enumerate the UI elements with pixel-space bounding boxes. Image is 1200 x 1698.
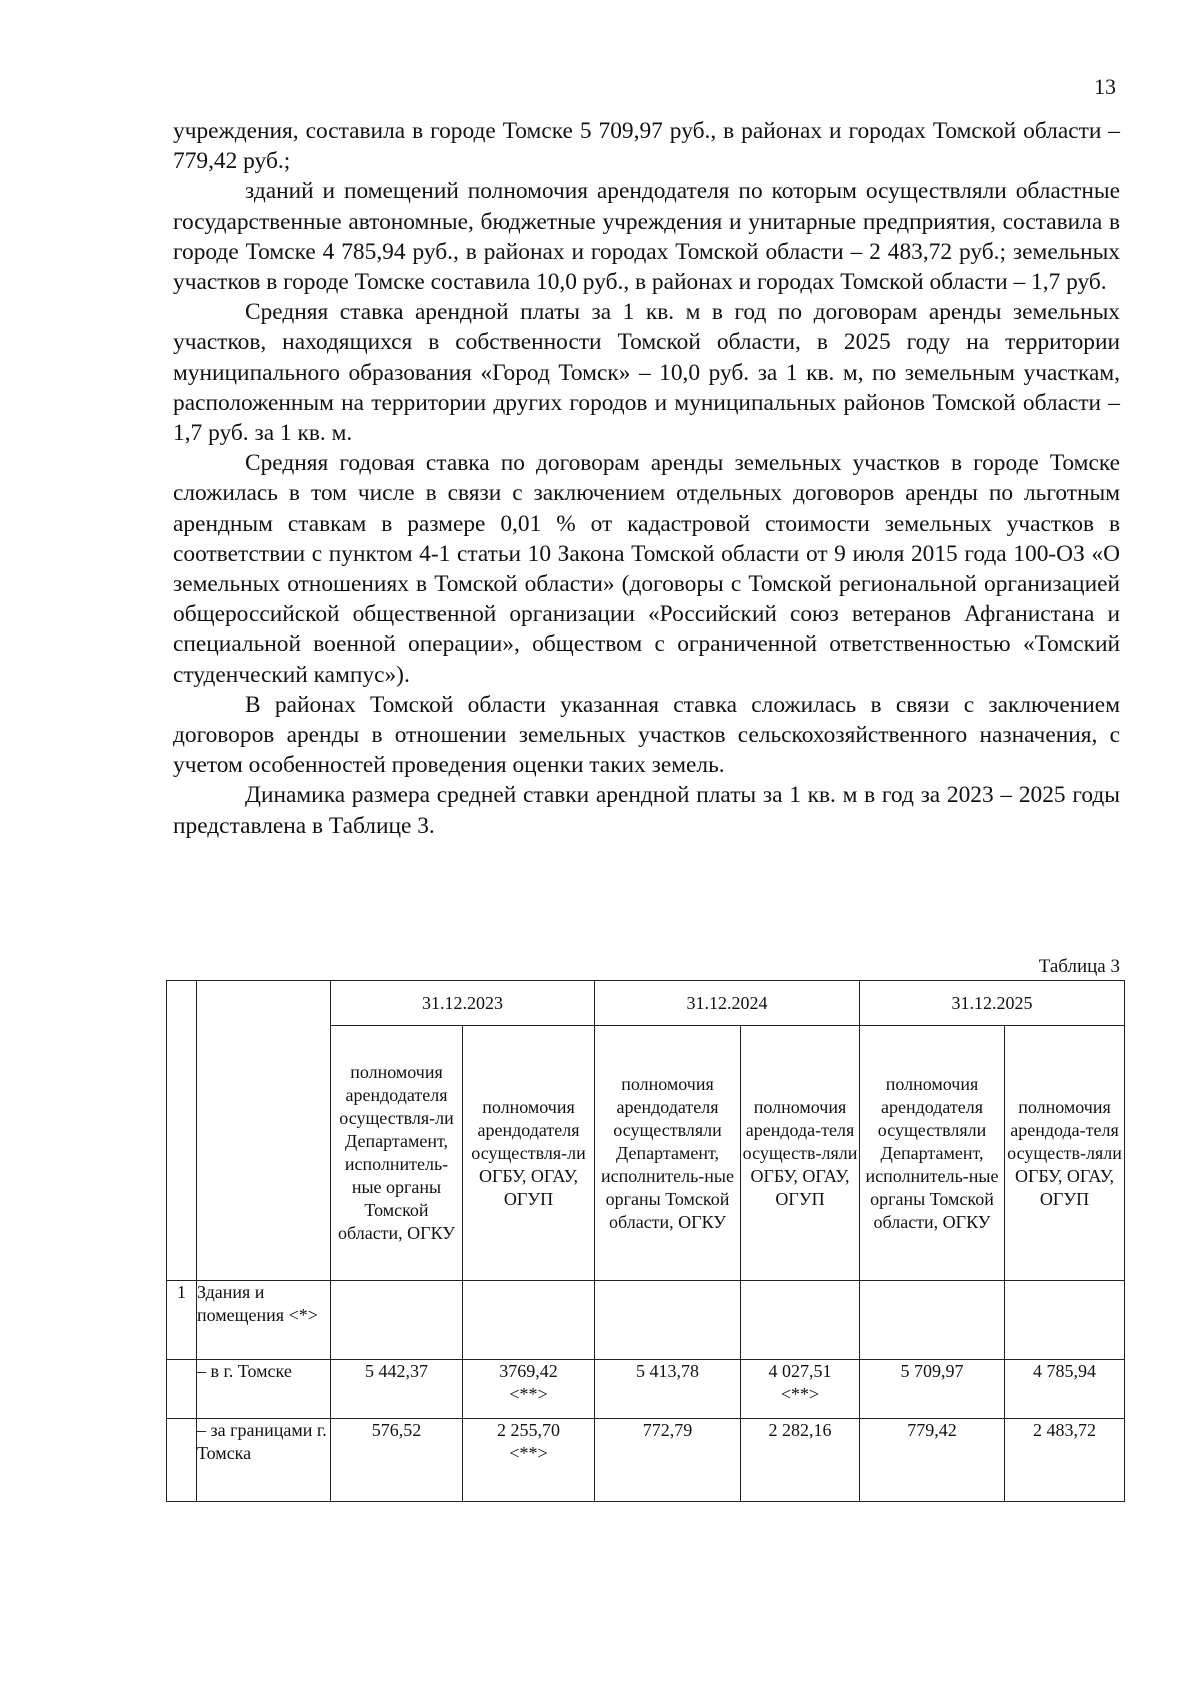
value-cell: 576,52 bbox=[331, 1419, 463, 1502]
value-cell: 779,42 bbox=[860, 1419, 1005, 1502]
row-index: 1 bbox=[167, 1281, 197, 1360]
paragraph-5: В районах Томской области указанная ставка сложилась в связи с заключением договоров аренды в отношении земельных участков сельскохозяйственного назначения, с учетом особенностей проведения оценки таких земель. bbox=[173, 691, 1120, 779]
page-number: 13 bbox=[1094, 74, 1116, 99]
value-cell: 2 282,16 bbox=[741, 1419, 860, 1502]
header-date-2024: 31.12.2024 bbox=[595, 981, 860, 1026]
paragraph-6: Динамика размера средней ставки арендной платы за 1 кв. м в год за 2023 – 2025 годы представлена в Таблице 3. bbox=[173, 782, 1120, 839]
header-row-dates bbox=[167, 981, 1125, 1026]
empty-index-cell bbox=[167, 1419, 197, 1502]
subheader-2024-department: полномочия арендодателя осуществляли Департамент, исполнитель-ные органы Томской области, ОГКУ bbox=[595, 1026, 741, 1281]
empty-cell bbox=[463, 1281, 595, 1360]
body-text bbox=[173, 116, 1120, 841]
value-cell: 4 785,94 bbox=[1005, 1360, 1125, 1419]
row-label: – за границами г. Томска bbox=[197, 1419, 331, 1502]
table-row-group-buildings bbox=[167, 1281, 1125, 1360]
empty-cell bbox=[741, 1281, 860, 1360]
paragraph-2: зданий и помещений полномочия арендодателя по которым осуществляли областные государственные автономные, бюджетные учреждения и унитарные предприятия, составила в городе Томске 4 785,94 руб., в районах и городах Томской области – 2 483,72 руб.; земельных участков в городе Томске составила 10,0 руб., в районах и городах Томской области – 1,7 руб. bbox=[173, 178, 1120, 296]
paragraph-1: учреждения, составила в городе Томске 5 709,97 руб., в районах и городах Томской области – 779,42 руб.; bbox=[173, 118, 1120, 175]
header-empty-index bbox=[167, 981, 197, 1281]
value-cell: 772,79 bbox=[595, 1419, 741, 1502]
value-cell: 2 255,70 <**> bbox=[463, 1419, 595, 1502]
value-cell: 2 483,72 bbox=[1005, 1419, 1125, 1502]
value-cell: 5 442,37 bbox=[331, 1360, 463, 1419]
subheader-2023-ogbu: полномочия арендодателя осуществля-ли ОГБУ, ОГАУ, ОГУП bbox=[463, 1026, 595, 1281]
table-caption: Таблица 3 bbox=[1038, 956, 1120, 977]
value-cell: 5 413,78 bbox=[595, 1360, 741, 1419]
subheader-2023-department: полномочия арендодателя осуществля-ли Департамент, исполнитель-ные органы Томской области, ОГКУ bbox=[331, 1026, 463, 1281]
table-row bbox=[167, 1419, 1125, 1502]
subheader-2024-ogbu: полномочия арендода-теля осуществ-ляли ОГБУ, ОГАУ, ОГУП bbox=[741, 1026, 860, 1281]
empty-index-cell bbox=[167, 1360, 197, 1419]
empty-cell bbox=[595, 1281, 741, 1360]
value-cell: 3769,42 <**> bbox=[463, 1360, 595, 1419]
paragraph-3: Средняя ставка арендной платы за 1 кв. м в год по договорам аренды земельных участков, находящихся в собственности Томской области, в 2025 году на территории муниципального образования «Город Томск» – 10,0 руб. за 1 кв. м, по земельным участкам, расположенным на территории других городов и муниципальных районов Томской области – 1,7 руб. за 1 кв. м. bbox=[173, 299, 1120, 447]
subheader-2025-department: полномочия арендодателя осуществляли Департамент, исполнитель-ные органы Томской области, ОГКУ bbox=[860, 1026, 1005, 1281]
row-label: Здания и помещения <*> bbox=[197, 1281, 331, 1360]
row-label: – в г. Томске bbox=[197, 1360, 331, 1419]
header-date-2025: 31.12.2025 bbox=[860, 981, 1125, 1026]
empty-cell bbox=[331, 1281, 463, 1360]
value-cell: 5 709,97 bbox=[860, 1360, 1005, 1419]
empty-cell bbox=[860, 1281, 1005, 1360]
header-empty-label bbox=[197, 981, 331, 1281]
paragraph-4: Средняя годовая ставка по договорам аренды земельных участков в городе Томске сложилась в том числе в связи с заключением отдельных договоров аренды по льготным арендным ставкам в размере 0,01 % от кадастровой стоимости земельных участков в соответствии с пунктом 4-1 статьи 10 Закона Томской области от 9 июля 2015 года 100-ОЗ «О земельных отношениях в Томской области» (договоры с Томской региональной организацией общероссийской общественной организации «Российский союз ветеранов Афганистана и специальной военной операции», обществом с ограниченной ответственностью «Томский студенческий кампус»). bbox=[173, 450, 1120, 688]
subheader-2025-ogbu: полномочия арендода-теля осуществ-ляли ОГБУ, ОГАУ, ОГУП bbox=[1005, 1026, 1125, 1281]
rent-rates-table bbox=[166, 980, 1125, 1502]
header-date-2023: 31.12.2023 bbox=[331, 981, 595, 1026]
value-cell: 4 027,51 <**> bbox=[741, 1360, 860, 1419]
table-row bbox=[167, 1360, 1125, 1419]
empty-cell bbox=[1005, 1281, 1125, 1360]
